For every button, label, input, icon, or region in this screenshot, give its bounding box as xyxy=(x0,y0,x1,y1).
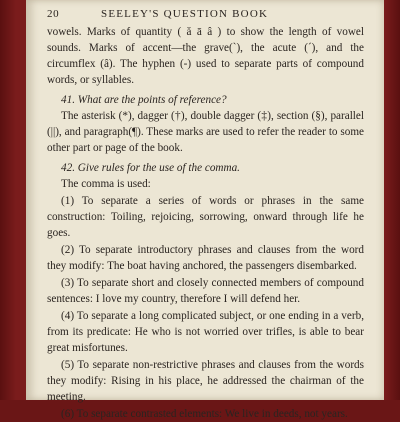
page-number: 20 xyxy=(47,8,60,20)
comma-rule-2: (2) To separate introductory phrases and clauses from the word they modify: The boat having anchored, the passengers disembarked. xyxy=(47,244,364,272)
running-header xyxy=(47,4,364,22)
page-content xyxy=(47,4,364,422)
comma-rule-4: (4) To separate a long complicated subject, or one ending in a verb, from its predicate: He who is not worried over trifles, is able to bear great misfortunes. xyxy=(47,310,364,354)
question-41: 41. What are the points of reference? xyxy=(61,94,227,106)
comma-rule-1: (1) To separate a series of words or phrases in the same construction: Toiling, rejoicing, sorrowing, onward through life he goes. xyxy=(47,195,364,239)
comma-rule-6: (6) To separate contrasted elements: We live in deeds, not years. xyxy=(61,408,348,420)
comma-rule-3: (3) To separate short and closely connected members of compound sentences: I love my country, therefore I will defend her. xyxy=(47,277,364,305)
answer-42-lead: The comma is used: xyxy=(61,178,151,190)
answer-41: The asterisk (*), dagger (†), double dagger (‡), section (§), parallel (||), and paragraph(¶). These marks are used to refer the reader to some other part or page of the book. xyxy=(47,110,364,154)
book-page xyxy=(26,0,384,420)
intro-paragraph: vowels. Marks of quantity ( ă ā â ) to show the length of vowel sounds. Marks of accent—the grave(`), the acute (´), and the circumflex (â). The hyphen (-) used to separate parts of compound words, or syllables. xyxy=(47,26,364,86)
book-title: SEELEY'S QUESTION BOOK xyxy=(101,8,269,20)
question-42: 42. Give rules for the use of the comma. xyxy=(61,162,240,174)
comma-rule-5: (5) To separate non-restrictive phrases and clauses from the words they modify: Rising in his place, he addressed the chairman of the meeting. xyxy=(47,359,364,403)
